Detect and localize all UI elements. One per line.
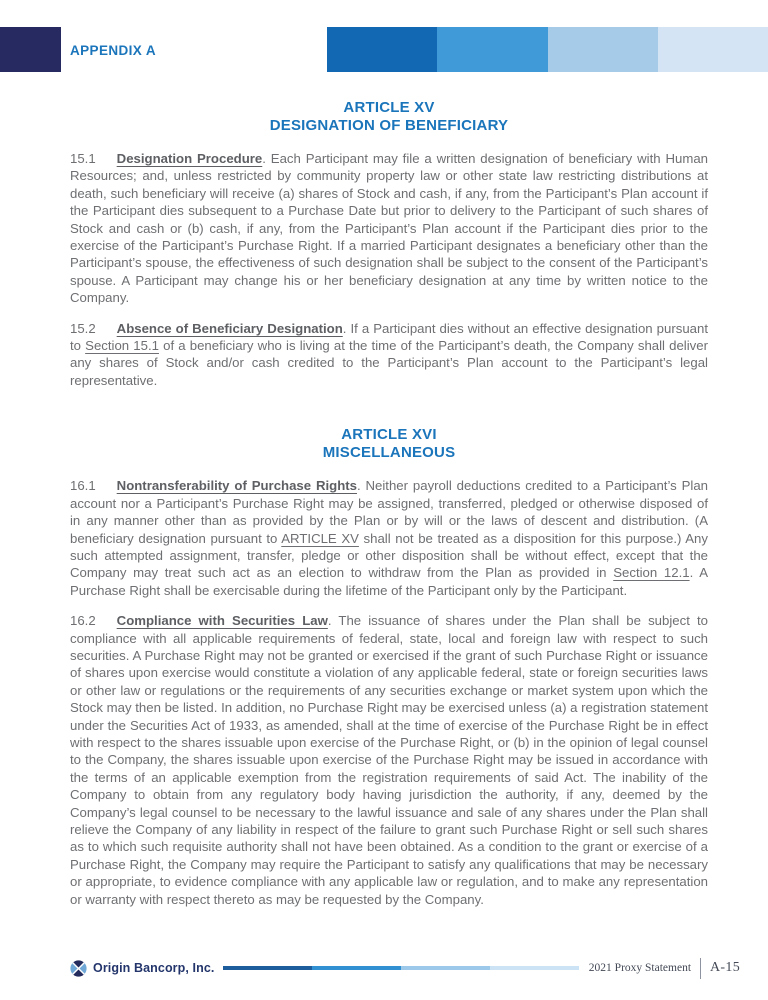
paragraph-text: of a beneficiary who is living at the time of the Participant’s death, the Company shall deliver any shares of Stock and/or cash credited to the Participant’s Plan account to the Participant’s legal representative. — [70, 338, 708, 388]
origin-bancorp-logo-icon — [70, 960, 87, 977]
paragraph-number: 16.2 — [70, 613, 96, 629]
bar-segment — [223, 966, 312, 970]
section-reference: ARTICLE XV — [281, 530, 359, 546]
footer-brand — [70, 960, 214, 977]
paragraph-heading: Designation Procedure — [116, 151, 263, 166]
article-xv-title-line2: DESIGNATION OF BENEFICIARY — [269, 117, 509, 134]
bar-segment — [548, 27, 658, 72]
paragraph-text: . A Purchase Right shall be exercisable during the lifetime of the Participant only by the Participant. — [70, 565, 708, 598]
bar-segment — [327, 27, 437, 72]
article-xvi-title-line2: MISCELLANEOUS — [322, 444, 456, 462]
appendix-label: APPENDIX A — [70, 43, 157, 58]
paragraph-16.1 — [70, 477, 708, 599]
footer-right — [589, 958, 740, 979]
article-xv-title — [70, 99, 708, 135]
paragraph-16.2 — [70, 612, 708, 908]
paragraph-text: . The issuance of shares under the Plan shall be subject to compliance with all applicable requirements of federal, state, local and foreign law with respect to such securities. A Purchase Right may not be granted or exercised if the grant of such Purchase Right or issuance of shares upon exercise would constitute a violation of any applicable federal, state or foreign securities laws or other law or regulations or the requirements of any securities exchange or market system upon which the Stock may then be listed. In addition, no Purchase Right may be exercised unless (a) a registration statement under the Securities Act of 1933, as amended, shall at the time of exercise of the Purchase Right be in effect with respect to the shares issuable upon exercise of the Purchase Right, or (b) in the opinion of legal counsel to the Company, the shares issuable upon exercise of the Purchase Right may be issued in accordance with the terms of an applicable exemption from the registration requirements of said Act. The inability of the Company to obtain from any regulatory body having jurisdiction the authority, if any, deemed by the Company’s legal counsel to be necessary to the lawful issuance and sale of any shares under the Plan shall relieve the Company of any liability in respect of the failure to grant such Purchase Right or sell such shares as to which such requisite authority shall not have been obtained. As a condition to the grant or exercise of a Purchase Right, the Company may require the Participant to satisfy any qualifications that may be necessary or appropriate, to evidence compliance with any applicable law or regulation, and to make any representation or warranty with respect thereto as may be requested by the Company. — [70, 613, 708, 907]
paragraph-text: . Neither payroll deductions credited to a Participant’s Plan account nor a Participant’s Purchase Right may be assigned, transferred, pledged or otherwise disposed of in any manner other than as provided by the Plan or by will or the laws of descent and distribution. (A beneficiary designation pursuant to — [70, 478, 708, 546]
company-name: Origin Bancorp, Inc. — [93, 961, 215, 975]
bar-segment — [312, 966, 401, 970]
paragraph-heading: Compliance with Securities Law — [116, 613, 328, 629]
article-xvi-paragraphs — [70, 477, 708, 908]
proxy-statement-label: 2021 Proxy Statement — [588, 962, 692, 974]
article-xvi-section — [70, 426, 708, 908]
page-footer — [70, 954, 740, 982]
article-xv-title-line1: ARTICLE XV — [343, 99, 435, 116]
article-xv-paragraphs — [70, 150, 708, 389]
bar-segment — [401, 966, 490, 970]
paragraph-number: 15.1 — [70, 151, 96, 166]
article-xvi-title-line1: ARTICLE XVI — [341, 426, 437, 444]
paragraph-text: . Each Participant may file a written designation of beneficiary with Human Resources; and, unless restricted by community property law or other state law restricting distributions at death, such beneficiary will receive (a) shares of Stock and cash, if any, from the Participant’s Plan account if the Participant dies subsequent to a Purchase Date but prior to delivery to the Participant of such shares of Stock and cash or (b) cash, if any, from the Participant’s Plan account if the Participant dies prior to the exercise of the Participant’s Purchase Right. If a married Participant designates a beneficiary other than the Participant’s spouse, the effectiveness of such designation shall be subject to the consent of the Participant’s spouse. A Participant may change his or her beneficiary designation at any time by written notice to the Company. — [70, 151, 708, 306]
bar-segment — [437, 27, 547, 72]
section-reference: Section 15.1 — [85, 338, 159, 354]
header-gradient-bar — [327, 27, 768, 72]
paragraph-text: . If a Participant dies without an effective designation pursuant to — [70, 320, 708, 354]
bar-segment — [658, 27, 768, 72]
bar-segment — [490, 966, 579, 970]
paragraph-number: 15.2 — [70, 320, 96, 336]
header-navy-block — [0, 27, 61, 72]
paragraph-15.1 — [70, 150, 708, 307]
paragraph-text: shall not be treated as a disposition for this purpose.) Any such attempted assignment, transfer, pledge or other disposition shall be without effect, except that the Company may treat such act as an election to withdraw from the Plan as provided in — [70, 530, 708, 581]
article-xv-section — [70, 99, 708, 389]
paragraph-number: 16.1 — [70, 478, 96, 494]
paragraph-heading: Nontransferability of Purchase Rights — [116, 478, 357, 494]
paragraph-15.2 — [70, 320, 708, 390]
section-reference: Section 12.1 — [613, 565, 690, 581]
article-xvi-title — [70, 426, 708, 462]
page-number: A-15 — [710, 960, 740, 975]
paragraph-heading: Absence of Beneficiary Designation — [116, 320, 343, 336]
footer-divider-bar — [223, 966, 578, 970]
footer-vertical-rule — [700, 958, 701, 979]
